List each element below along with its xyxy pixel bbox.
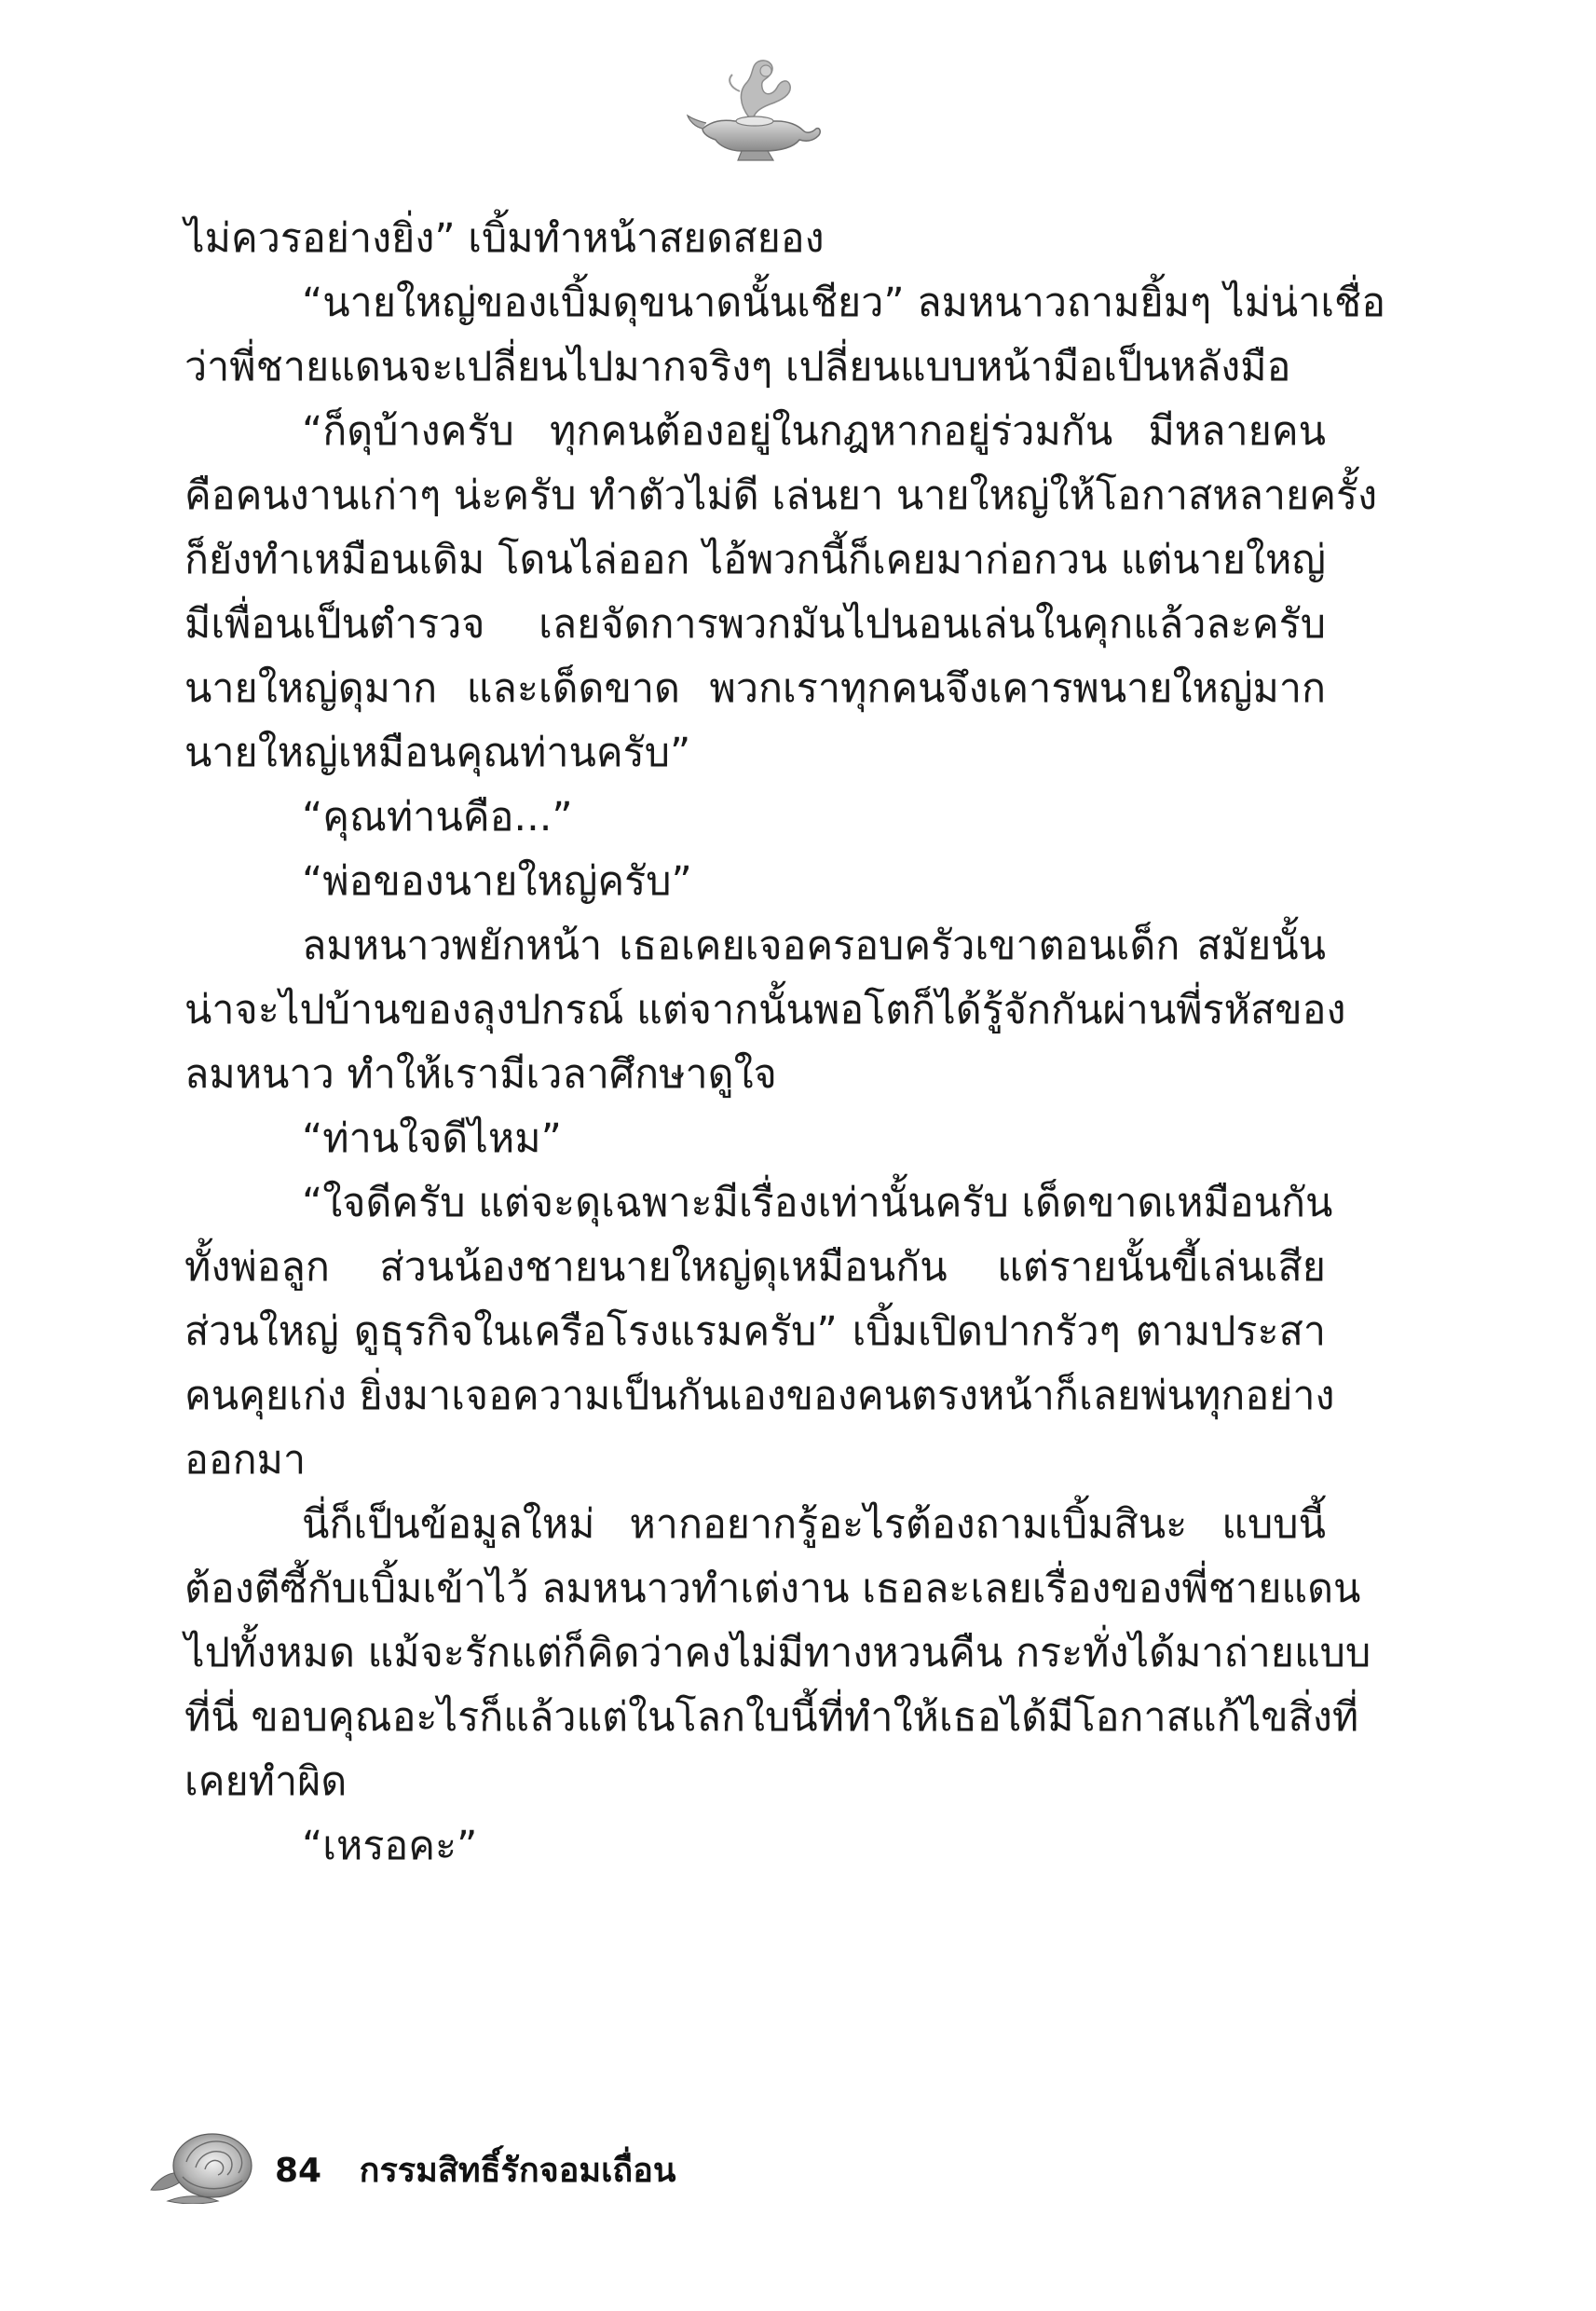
text-line: คนคุยเก่ง ยิ่งมาเจอความเป็นกันเองของคนตรงหน้าก็เลยพ่นทุกอย่าง bbox=[184, 1373, 1335, 1419]
text-line: ทั้งพ่อลูก ส่วนน้องชายนายใหญ่ดุเหมือนกัน แต่รายนั้นขี้เล่นเสีย bbox=[184, 1244, 1326, 1291]
page-footer bbox=[149, 2125, 801, 2208]
text-line: ว่าพี่ชายแดนจะเปลี่ยนไปมากจริงๆ เปลี่ยนแบบหน้ามือเป็นหลังมือ bbox=[184, 344, 1291, 390]
body-text bbox=[184, 207, 1386, 1879]
text-line: น่าจะไปบ้านของลุงปกรณ์ แต่จากนั้นพอโตก็ได้รู้จักกันผ่านพี่รหัสของ bbox=[184, 987, 1346, 1033]
text-line: “พ่อของนายใหญ่ครับ” bbox=[302, 858, 692, 905]
text-line: ส่วนใหญ่ ดูธุรกิจในเครือโรงแรมครับ” เบิ้มเปิดปากรัวๆ ตามประสา bbox=[184, 1308, 1326, 1355]
rose-icon bbox=[149, 2125, 266, 2204]
text-line: “นายใหญ่ของเบิ้มดุขนาดนั้นเชียว” ลมหนาวถามยิ้มๆ ไม่น่าเชื่อ bbox=[302, 280, 1386, 326]
page-number: 84 bbox=[275, 2152, 322, 2190]
text-line: ไม่ควรอย่างยิ่ง” เบิ้มทำหน้าสยดสยอง bbox=[184, 215, 825, 262]
text-line: คือคนงานเก่าๆ น่ะครับ ทำตัวไม่ดี เล่นยา นายใหญ่ให้โอกาสหลายครั้ง bbox=[184, 472, 1378, 519]
text-line: นี่ก็เป็นข้อมูลใหม่ หากอยากรู้อะไรต้องถามเบิ้มสินะ แบบนี้ bbox=[302, 1501, 1326, 1548]
text-line: ต้องตีซี้กับเบิ้มเข้าไว้ ลมหนาวทำเต่งาน เธอละเลยเรื่องของพี่ชายแดน bbox=[184, 1566, 1361, 1612]
genie-lamp-icon bbox=[684, 54, 824, 166]
text-line: “คุณท่านคือ...” bbox=[302, 794, 573, 841]
text-line: ลมหนาว ทำให้เรามีเวลาศึกษาดูใจ bbox=[184, 1051, 777, 1098]
text-line: ลมหนาวพยักหน้า เธอเคยเจอครอบครัวเขาตอนเด็ก สมัยนั้น bbox=[302, 923, 1326, 969]
text-line: ก็ยังทำเหมือนเดิม โดนไล่ออก ไอ้พวกนี้ก็เคยมาก่อกวน แต่นายใหญ่ bbox=[184, 537, 1326, 583]
text-line: “ก็ดุบ้างครับ ทุกคนต้องอยู่ในกฎหากอยู่ร่วมกัน มีหลายคน bbox=[302, 408, 1326, 455]
book-title: กรรมสิทธิ์รักจอมเถื่อน bbox=[359, 2152, 676, 2190]
text-line: ไปทั้งหมด แม้จะรักแต่ก็คิดว่าคงไม่มีทางหวนคืน กระทั่งได้มาถ่ายแบบ bbox=[184, 1630, 1371, 1676]
text-line: ออกมา bbox=[184, 1437, 307, 1484]
text-line: “ท่านใจดีไหม” bbox=[302, 1115, 562, 1162]
text-line: ที่นี่ ขอบคุณอะไรก็แล้วแต่ในโลกใบนี้ที่ทำให้เธอได้มีโอกาสแก้ไขสิ่งที่ bbox=[184, 1694, 1359, 1741]
text-line: “ใจดีครับ แต่จะดุเฉพาะมีเรื่องเท่านั้นครับ เด็ดขาดเหมือนกัน bbox=[302, 1180, 1333, 1226]
text-line: มีเพื่อนเป็นตำรวจ เลยจัดการพวกมันไปนอนเล่นในคุกแล้วละครับ bbox=[184, 601, 1326, 648]
text-line: นายใหญ่เหมือนคุณท่านครับ” bbox=[184, 730, 691, 776]
text-line: เคยทำผิด bbox=[184, 1758, 348, 1805]
footer-text bbox=[275, 2143, 675, 2196]
text-line: “เหรอคะ” bbox=[302, 1823, 478, 1869]
text-line: นายใหญ่ดุมาก และเด็ดขาด พวกเราทุกคนจึงเคารพนายใหญ่มาก bbox=[184, 665, 1326, 712]
